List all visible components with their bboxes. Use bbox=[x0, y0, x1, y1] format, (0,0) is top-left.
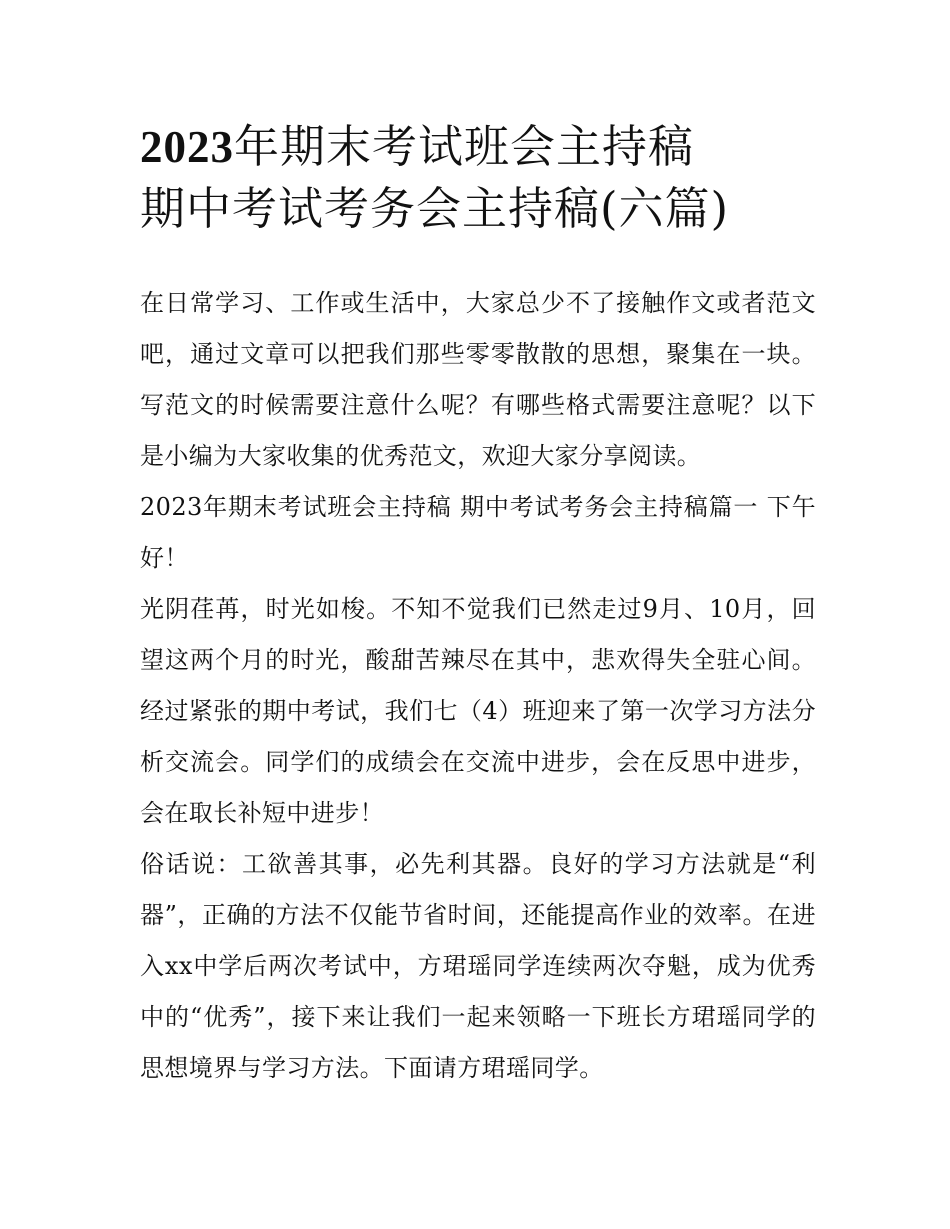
document-body bbox=[140, 278, 816, 1094]
body-paragraph-1: 光阴荏苒，时光如梭。不知不觉我们已然走过9月、10月，回望这两个月的时光，酸甜苦辣尽在其中，悲欢得失全驻心间。经过紧张的期中考试，我们七（4）班迎来了第一次学习方法分析交流会。同学们的成绩会在交流中进步，会在反思中进步，会在取长补短中进步！ bbox=[140, 595, 816, 827]
section-heading-paragraph: 2023年期末考试班会主持稿 期中考试考务会主持稿篇一 下午好！ bbox=[140, 493, 816, 572]
title-line-1-text: 年期末考试班会主持稿 bbox=[234, 120, 695, 173]
document-title bbox=[140, 116, 840, 240]
title-line-1 bbox=[140, 116, 840, 178]
body-paragraph-2: 俗话说：工欲善其事，必先利其器。良好的学习方法就是“利器”，正确的方法不仅能节省时间，还能提高作业的效率。在进入xx中学后两次考试中，方珺瑶同学连续两次夺魁，成为优秀中的“优秀”，接下来让我们一起来领略一下班长方珺瑶同学的思想境界与学习方法。下面请方珺瑶同学。 bbox=[140, 850, 816, 1082]
title-line-2: 期中考试考务会主持稿(六篇) bbox=[140, 182, 730, 235]
intro-paragraph: 在日常学习、工作或生活中，大家总少不了接触作文或者范文吧，通过文章可以把我们那些零零散散的思想，聚集在一块。写范文的时候需要注意什么呢？有哪些格式需要注意呢？以下是小编为大家收集的优秀范文，欢迎大家分享阅读。 bbox=[140, 289, 816, 470]
title-year: 2023 bbox=[140, 122, 234, 172]
